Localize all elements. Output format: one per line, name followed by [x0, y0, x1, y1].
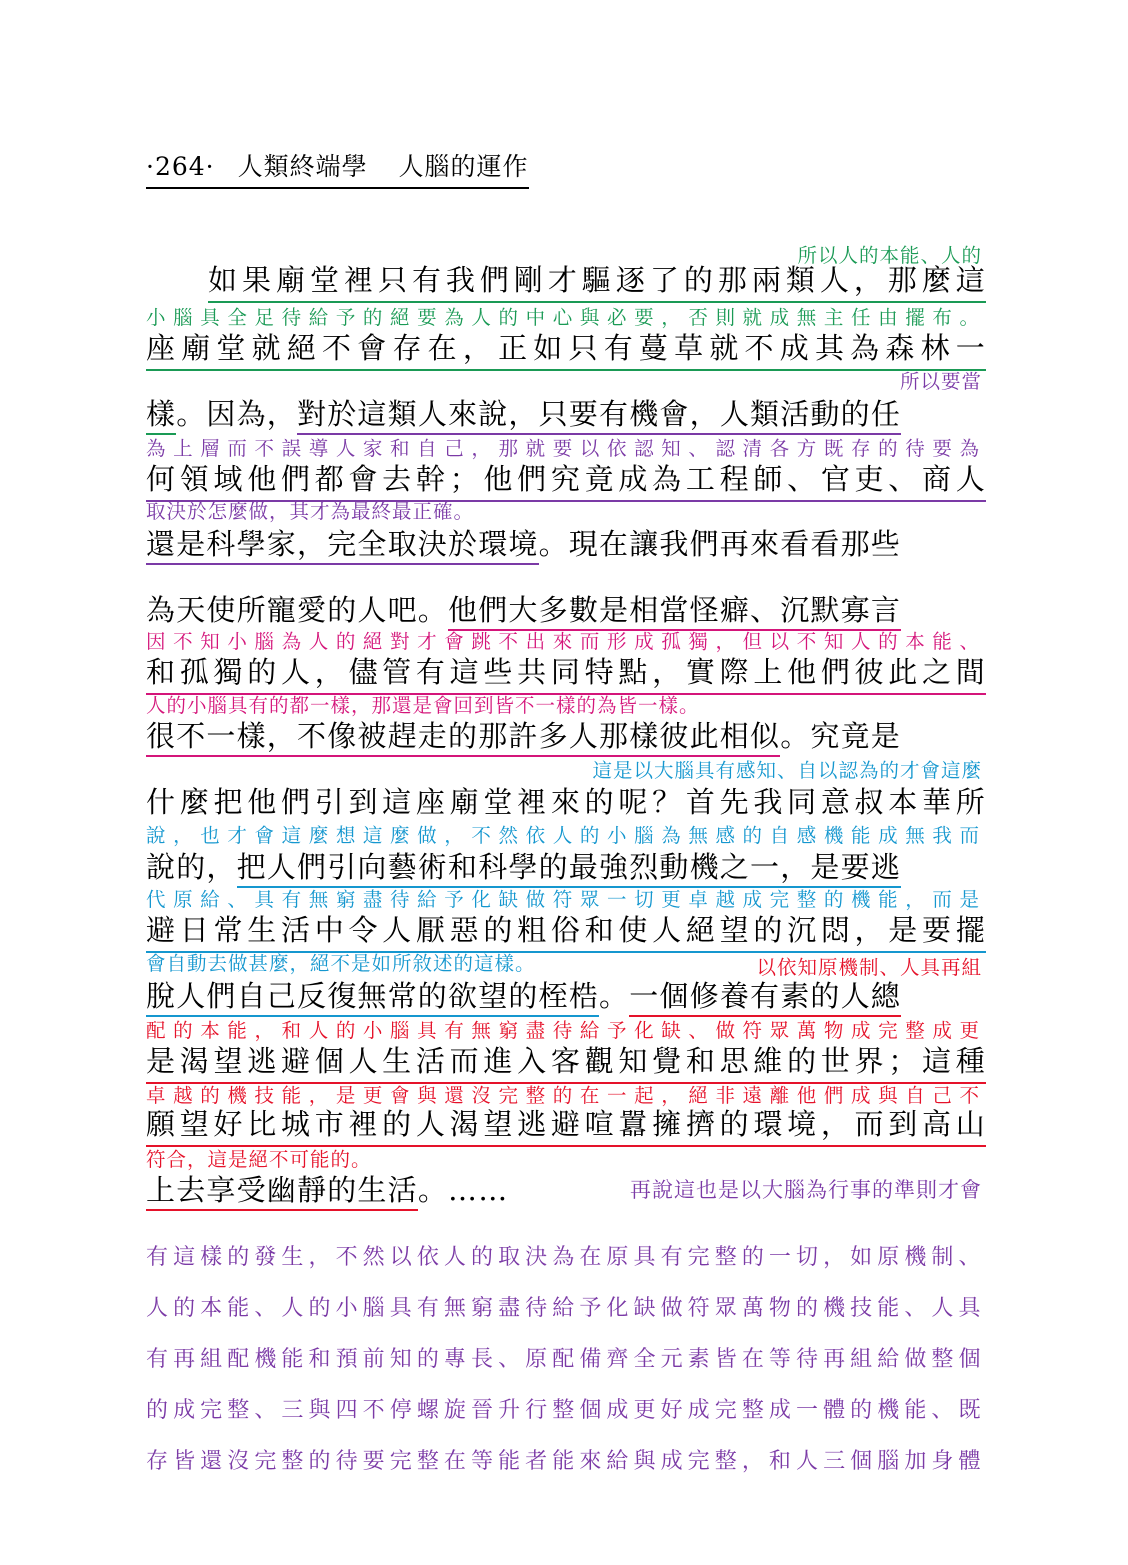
text-segment: 對於這類人來說，只要有機會，人類活動的任 [297, 397, 901, 435]
text-segment: 把人們引向藝術和科學的最強烈動機之一，是要逃 [237, 850, 901, 888]
commentary-line: 人的本能、人的小腦具有無窮盡待給予化缺做符眾萬物的機技能、人具 [146, 1296, 982, 1321]
page-number: ·264· [146, 152, 215, 181]
annotation-line: 卓越的機技能，是更會與還沒完整的在一起，絕非遠離他們成與自己不 [146, 1084, 980, 1107]
text-line: 和孤獨的人，儘管有這些共同特點，實際上他們彼此之間 [146, 650, 986, 695]
text-line: 座廟堂就絕不會存在，正如只有蔓草就不成其為森林一 [146, 326, 986, 371]
annotation-line: 配的本能，和人的小腦具有無窮盡待給予化缺、做符眾萬物成完整成更 [146, 1019, 980, 1042]
commentary-line: 的成完整、三與四不停螺旋晉升行整個成更好成完整成一體的機能、既 [146, 1398, 982, 1423]
annotation-line: 為上層而不誤導人家和自己，那就要以依認知、認清各方既存的待要為 [146, 437, 980, 460]
annotation-line: 因不知小腦為人的絕對才會跳不出來而形成孤獨，但以不知人的本能、 [146, 630, 980, 653]
text-segment: 。現在讓我們再來看看那些 [538, 527, 902, 561]
annotation-line: 再說這也是以大腦為行事的準則才會 [630, 1178, 982, 1202]
annotation-line: 代原給、具有無窮盡待給予化缺做符眾一切更卓越成完整的機能，而是 [146, 888, 980, 911]
text-line: 何領域他們都會去幹；他們究竟成為工程師、官吏、商人 [146, 457, 986, 502]
text-line [146, 845, 986, 886]
annotation-line: 會自動去做甚麼，絕不是如所敘述的這樣。 [146, 952, 536, 975]
text-segment: 。 [599, 979, 630, 1013]
text-segment: 為天使所寵愛的人吧。 [146, 593, 449, 627]
annotation-line: 所以要當 [899, 370, 982, 393]
text-segment: 。…… [417, 1173, 509, 1207]
annotation-line: 人的小腦具有的都一樣，那還是會回到皆不一樣的為皆一樣。 [146, 694, 700, 717]
text-segment: 上去享受幽靜的生活 [146, 1173, 418, 1211]
text-line: 什麼把他們引到這座廟堂裡來的呢？首先我同意叔本華所 [146, 785, 986, 819]
annotation-line: 以依知原機制、人具再組 [756, 956, 982, 979]
annotation-line: 小腦具全足待給予的絕要為人的中心與必要，否則就成無主任由擺布。 [146, 306, 980, 329]
text-line [146, 714, 986, 755]
text-segment: 他們大多數是相當怪癖、沉默寡言 [448, 593, 901, 631]
text-line: 避日常生活中令人厭惡的粗俗和使人絕望的沉悶，是要擺 [146, 908, 986, 953]
annotation-line: 符合，這是絕不可能的。 [146, 1148, 372, 1171]
text-segment: 一個修養有素的人總 [629, 979, 901, 1017]
text-segment: 很不一樣，不像被趕走的那許多人那樣彼此相似 [146, 719, 780, 757]
text-segment: 樣 [146, 397, 176, 435]
annotation-line: 所以人的本能、人的 [797, 244, 982, 267]
text-line [146, 392, 986, 433]
page-header [146, 147, 529, 189]
commentary-line: 有再組配機能和預前知的專長、原配備齊全元素皆在等待再組給做整個 [146, 1347, 982, 1372]
text-line: 是渴望逃避個人生活而進入客觀知覺和思維的世界；這種 [146, 1039, 986, 1084]
text-line [146, 1168, 508, 1209]
chapter-title: 人腦的運作 [398, 152, 529, 181]
book-title: 人類終端學 [237, 152, 368, 181]
text-line: 如果廟堂裡只有我們剛才驅逐了的那兩類人，那麼這 [208, 258, 986, 303]
annotation-line: 這是以大腦具有感知、自以認為的才會這麼 [592, 759, 982, 782]
text-segment: 還是科學家，完全取決於環境 [146, 527, 539, 565]
commentary-line: 有這樣的發生，不然以依人的取決為在原具有完整的一切，如原機制、 [146, 1245, 982, 1270]
text-line: 願望好比城市裡的人渴望逃避喧囂擁擠的環境，而到高山 [146, 1102, 986, 1147]
text-line [146, 588, 986, 629]
text-segment: 。因為， [176, 397, 298, 431]
annotation-line: 取決於怎麼做，其才為最終最正確。 [146, 500, 475, 523]
text-segment: 。究竟是 [780, 719, 902, 753]
text-segment: 說的， [146, 850, 237, 884]
text-segment: 脫人們自己反復無常的欲望的桎梏 [146, 979, 599, 1017]
commentary-line: 存皆還沒完整的待要完整在等能者能來給與成完整，和人三個腦加身體 [146, 1449, 982, 1474]
text-line [146, 974, 986, 1015]
text-line [146, 522, 986, 563]
annotation-line: 說，也才會這麼想這麼做，不然依人的小腦為無感的自感機能成無我而 [146, 824, 980, 847]
